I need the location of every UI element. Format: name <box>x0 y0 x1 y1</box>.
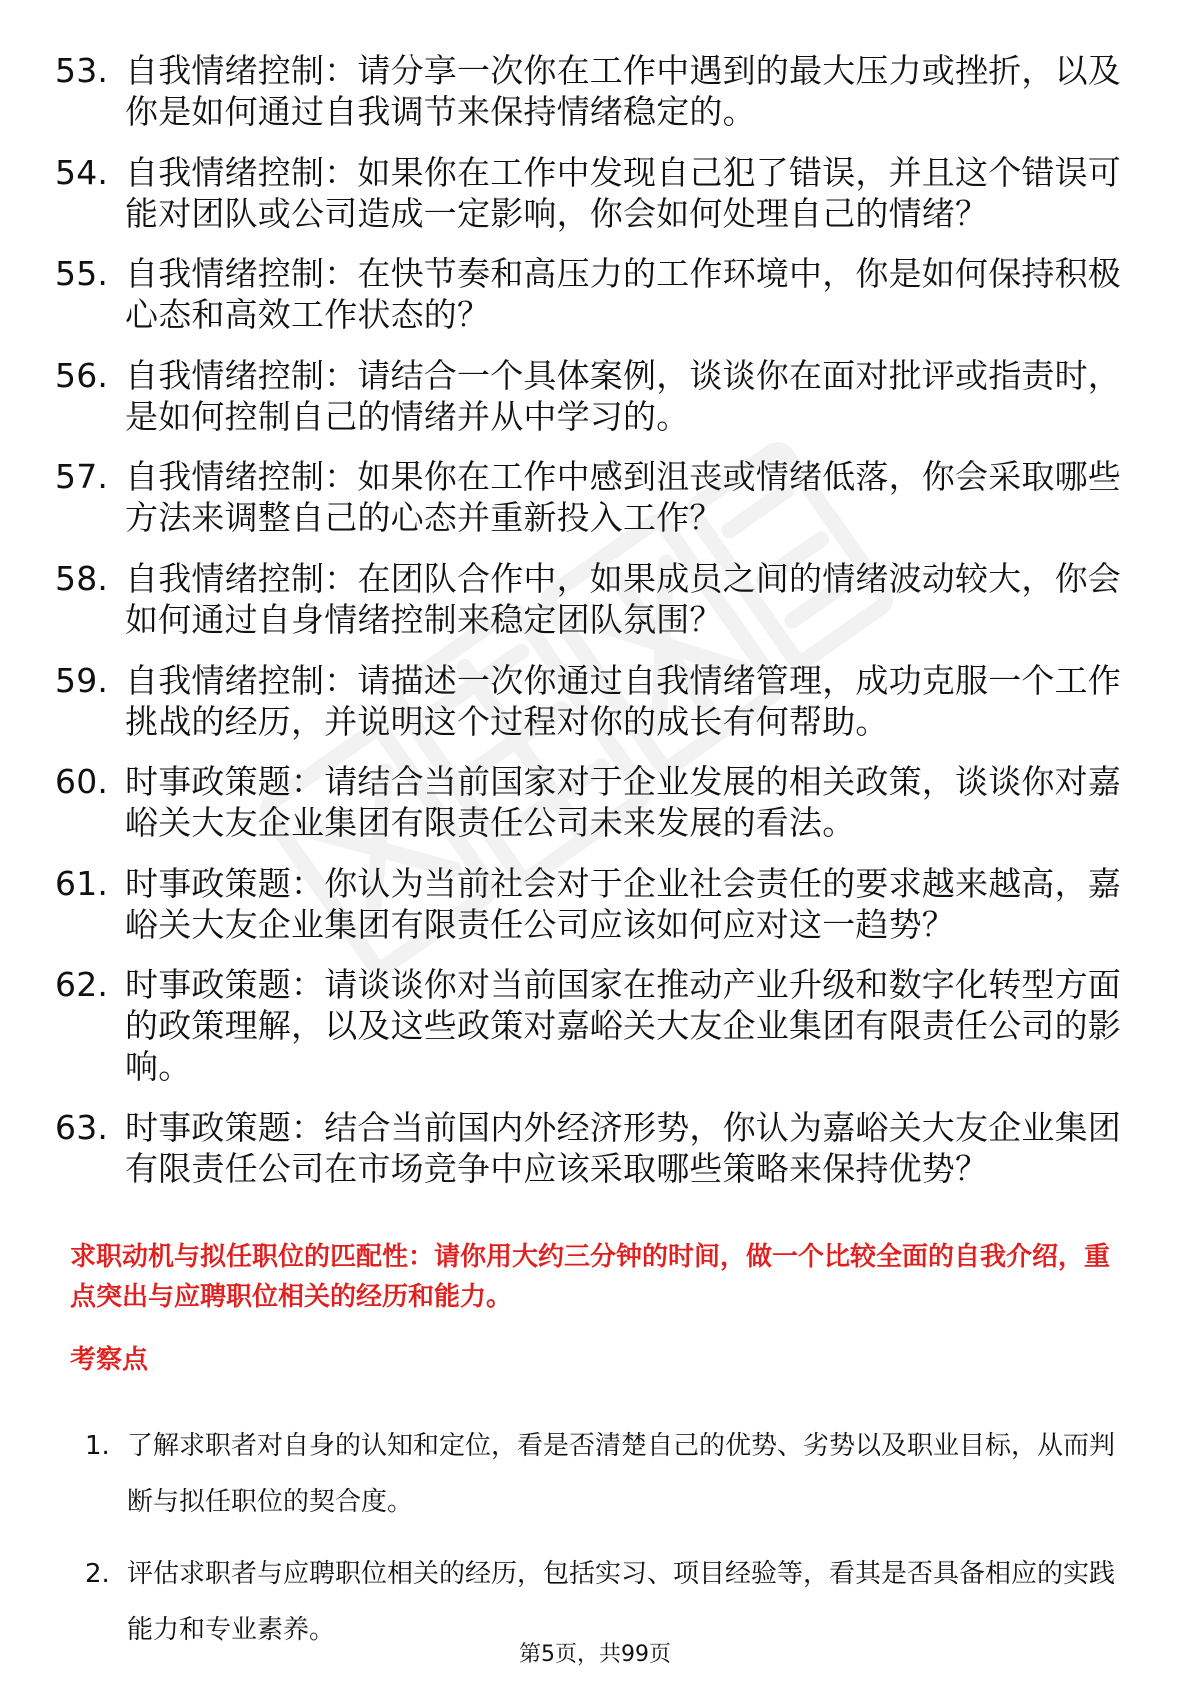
section-title: 求职动机与拟任职位的匹配性：请你用大约三分钟的时间，做一个比较全面的自我介绍，重点突出与应聘职位相关的经历和能力。 <box>70 1242 1111 1312</box>
assessment-point <box>85 1418 1125 1530</box>
question-number: 63. <box>55 1107 109 1147</box>
question-text: 自我情绪控制：在团队合作中，如果成员之间的情绪波动较大，你会如何通过自身情绪控制来稳定团队氛围？ <box>125 558 1121 639</box>
question-text: 自我情绪控制：请结合一个具体案例，谈谈你在面对批评或指责时，是如何控制自己的情绪并从中学习的。 <box>125 355 1121 436</box>
question-list <box>55 50 1135 1209</box>
points-label: 考察点 <box>70 1345 149 1375</box>
question-item <box>55 558 1135 640</box>
question-text: 自我情绪控制：如果你在工作中感到沮丧或情绪低落，你会采取哪些方法来调整自己的心态并重新投入工作？ <box>125 457 1121 538</box>
question-item <box>55 253 1135 335</box>
point-text: 评估求职者与应聘职位相关的经历，包括实习、项目经验等，看其是否具备相应的实践能力和专业素养。 <box>127 1559 1116 1645</box>
question-text: 自我情绪控制：请描述一次你通过自我情绪管理，成功克服一个工作挑战的经历，并说明这个过程对你的成长有何帮助。 <box>125 660 1121 741</box>
question-item <box>55 355 1135 437</box>
question-item <box>55 964 1135 1087</box>
question-text: 时事政策题：请结合当前国家对于企业发展的相关政策，谈谈你对嘉峪关大友企业集团有限责任公司未来发展的看法。 <box>125 762 1121 843</box>
question-text: 自我情绪控制：请分享一次你在工作中遇到的最大压力或挫折，以及你是如何通过自我调节来保持情绪稳定的。 <box>125 51 1121 131</box>
point-number: 1. <box>85 1431 110 1461</box>
question-number: 54. <box>55 152 109 192</box>
assessment-points-list <box>85 1418 1125 1674</box>
question-number: 61. <box>55 863 109 903</box>
question-item <box>55 863 1135 945</box>
question-item <box>55 1107 1135 1189</box>
question-text: 时事政策题：结合当前国内外经济形势，你认为嘉峪关大友企业集团有限责任公司在市场竞争中应该采取哪些策略来保持优势？ <box>125 1107 1121 1188</box>
question-text: 时事政策题：请谈谈你对当前国家在推动产业升级和数字化转型方面的政策理解，以及这些政策对嘉峪关大友企业集团有限责任公司的影响。 <box>125 965 1121 1087</box>
question-item <box>55 660 1135 742</box>
question-number: 56. <box>55 355 109 395</box>
question-number: 53. <box>55 51 109 90</box>
question-item <box>55 50 1135 132</box>
question-item <box>55 761 1135 843</box>
question-number: 58. <box>55 558 109 598</box>
question-number: 59. <box>55 660 109 700</box>
question-number: 55. <box>55 254 109 294</box>
question-text: 自我情绪控制：如果你在工作中发现自己犯了错误，并且这个错误可能对团队或公司造成一定影响，你会如何处理自己的情绪？ <box>125 152 1121 233</box>
point-number: 2. <box>85 1559 110 1589</box>
question-text: 自我情绪控制：在快节奏和高压力的工作环境中，你是如何保持积极心态和高效工作状态的？ <box>125 254 1121 335</box>
question-item <box>55 456 1135 538</box>
question-number: 60. <box>55 762 109 802</box>
question-item <box>55 152 1135 234</box>
page-number: 第5页，共99页 <box>519 1642 671 1667</box>
question-number: 57. <box>55 457 109 497</box>
question-number: 62. <box>55 965 109 1005</box>
point-text: 了解求职者对自身的认知和定位，看是否清楚自己的优势、劣势以及职业目标，从而判断与拟任职位的契合度。 <box>127 1431 1116 1517</box>
question-text: 时事政策题：你认为当前社会对于企业社会责任的要求越来越高，嘉峪关大友企业集团有限责任公司应该如何应对这一趋势？ <box>125 863 1121 944</box>
